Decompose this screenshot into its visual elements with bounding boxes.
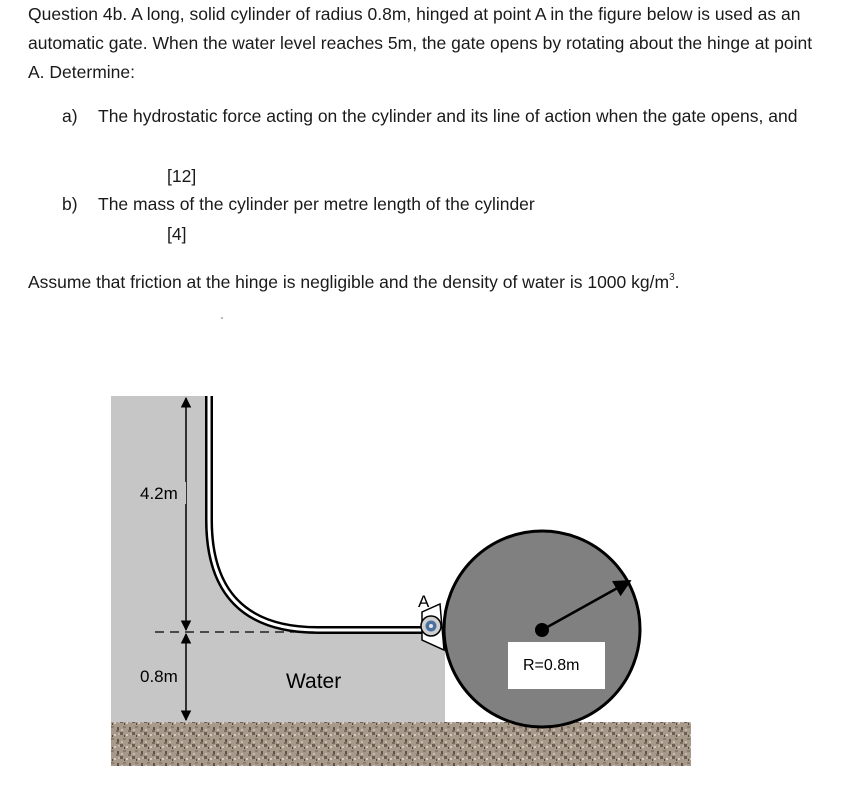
hinge-label: A <box>418 592 430 611</box>
ground-gravel <box>111 722 691 766</box>
dimension-lower-label: 0.8m <box>140 667 178 686</box>
part-a-label: a) <box>62 106 78 126</box>
question-intro: Question 4b. A long, solid cylinder of radius 0.8m, hinged at point A in the figure below is used as an automatic gate. When the water level reaches 5m, the gate opens by rotating about the hinge at point A. Determine: <box>28 4 813 82</box>
assumption-main: Assume that friction at the hinge is negligible and the density of water is 1000 kg/m <box>28 272 670 292</box>
part-a-text: The hydrostatic force acting on the cylinder and its line of action when the gate opens, and <box>98 106 798 126</box>
dimension-upper-label: 4.2m <box>140 484 178 503</box>
part-b-text: The mass of the cylinder per metre length of the cylinder <box>98 194 535 214</box>
water-label: Water <box>286 670 342 693</box>
channel-wall-outer <box>209 396 422 630</box>
hinge-pin-center <box>429 624 433 628</box>
channel-wall-inner <box>209 396 422 630</box>
stray-dot <box>221 317 223 319</box>
radius-label: R=0.8m <box>523 657 580 674</box>
part-b-label: b) <box>62 194 78 214</box>
assumption-end: . <box>674 272 680 292</box>
assumption-exponent: 3 <box>669 272 675 283</box>
part-a-marks: [12] <box>167 166 197 186</box>
part-b-marks: [4] <box>167 224 187 244</box>
